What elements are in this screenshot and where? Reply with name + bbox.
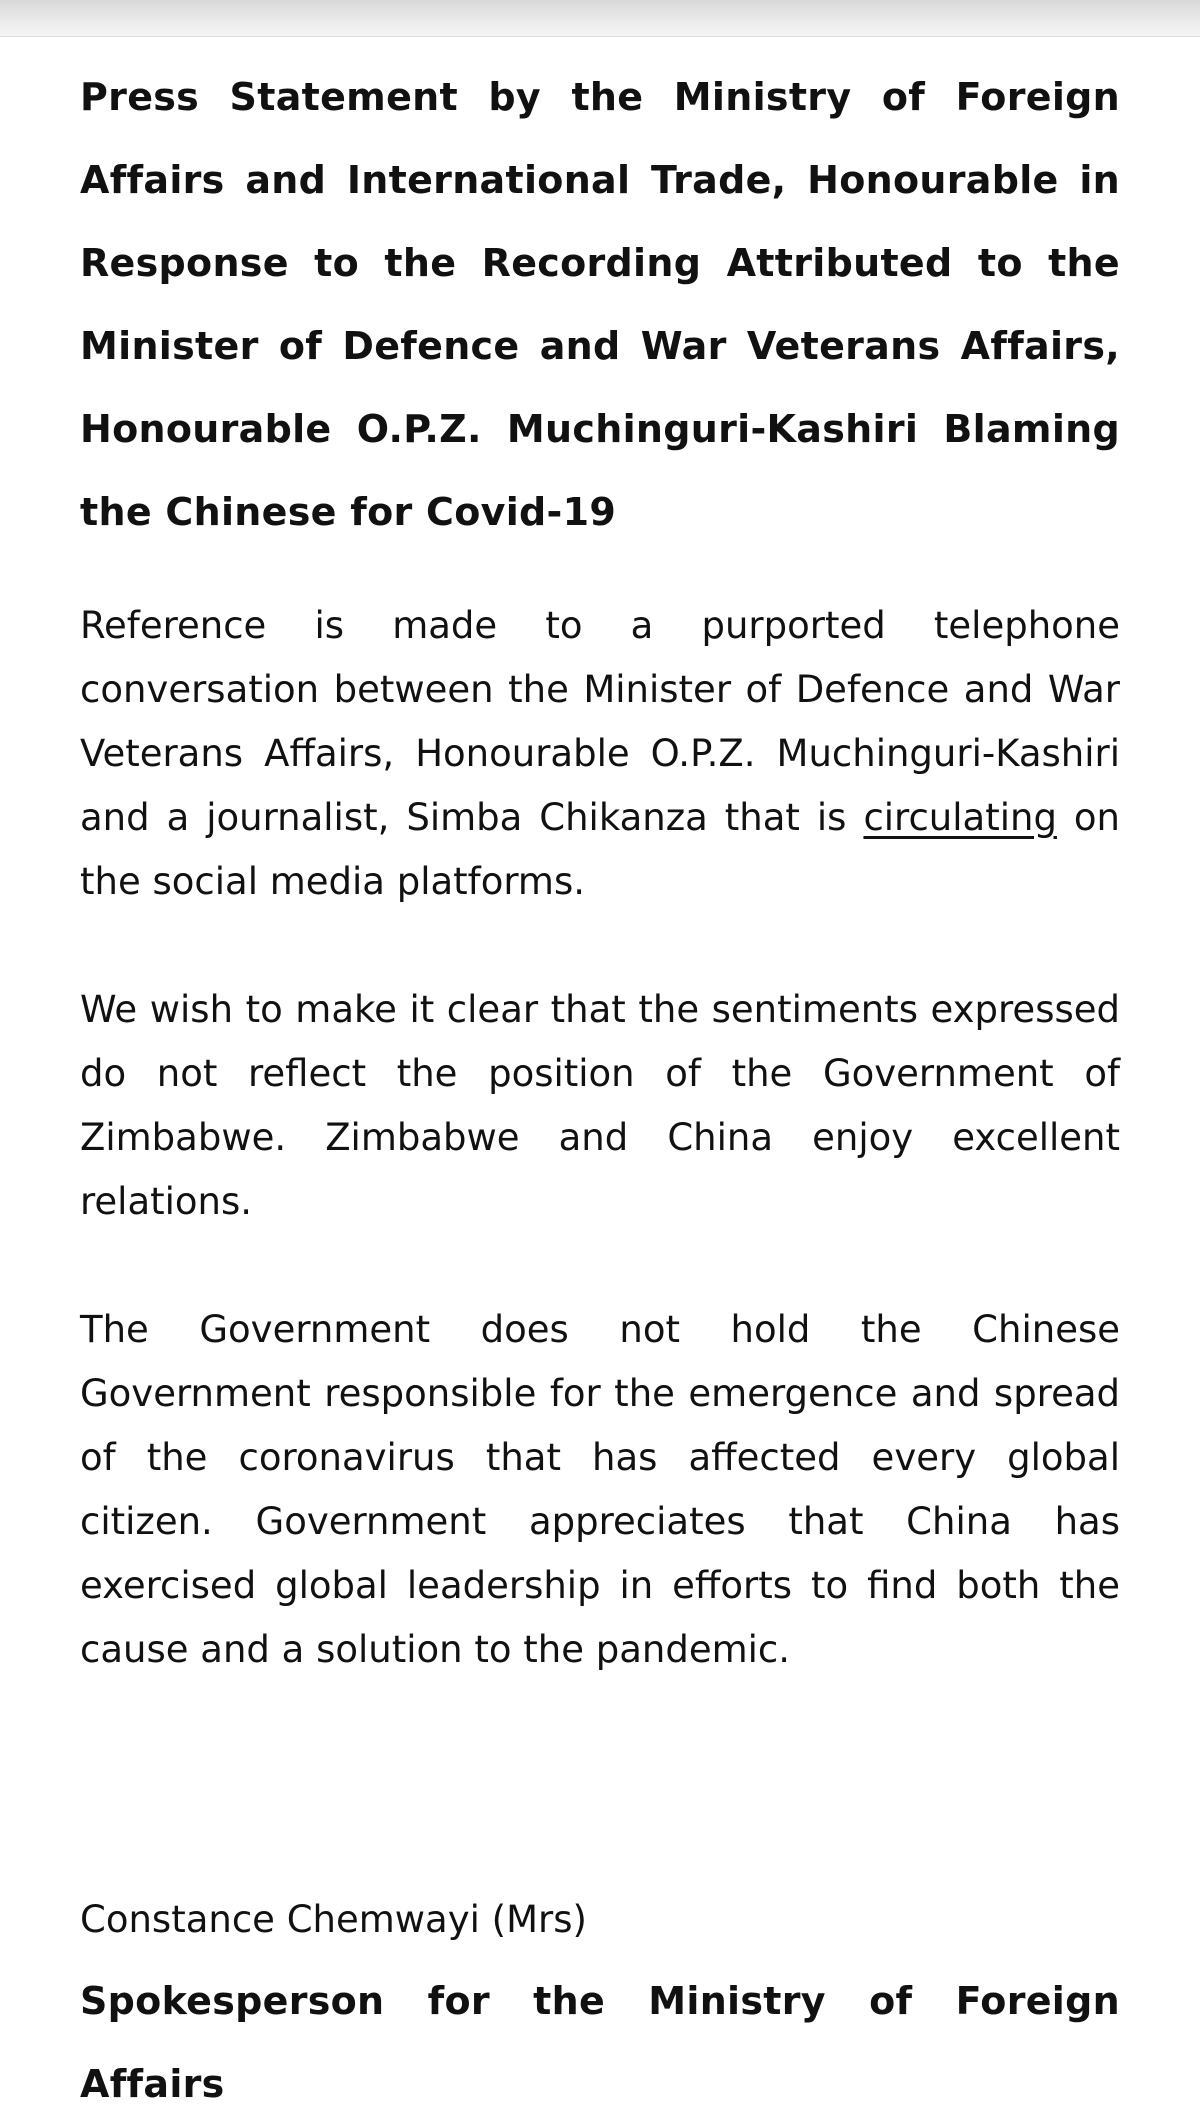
document-title: Press Statement by the Ministry of Foreign Affairs and International Trade, Honourable in Response to the Recording Attributed to the Minister of Defence and War Veterans Affairs, Honourable O.P.Z. Muchinguri-Kashiri Blaming the Chinese for Covid-19 xyxy=(80,75,1120,534)
paragraph-reference xyxy=(80,594,1120,914)
document-page xyxy=(80,56,1120,2126)
signatory-title: Spokesperson for the Ministry of Foreign Affairs xyxy=(80,1979,1120,2106)
top-bar xyxy=(0,0,1200,37)
underlined-word: circulating xyxy=(863,796,1057,839)
paragraph-reference-text-start: Reference is made to a purported telephone conversation between the Minister of Defence and War Veterans Affairs, Honourable O.P.Z. Muchinguri-Kashiri and a journalist, Simba Chikanza that is xyxy=(80,604,1120,839)
paragraph-government: The Government does not hold the Chinese Government responsible for the emergence and spread of the coronavirus that has affected every global citizen. Government appreciates that China has exercised global leadership in efforts to find both the cause and a solution to the pandemic. xyxy=(80,1308,1120,1671)
paragraph-position: We wish to make it clear that the sentiments expressed do not reflect the position of the Government of Zimbabwe. Zimbabwe and China enjoy excellent relations. xyxy=(80,988,1120,1223)
paragraph-reference-text-end: on the social media platforms. xyxy=(80,796,1120,903)
signatory-name: Constance Chemwayi (Mrs) xyxy=(80,1898,587,1941)
